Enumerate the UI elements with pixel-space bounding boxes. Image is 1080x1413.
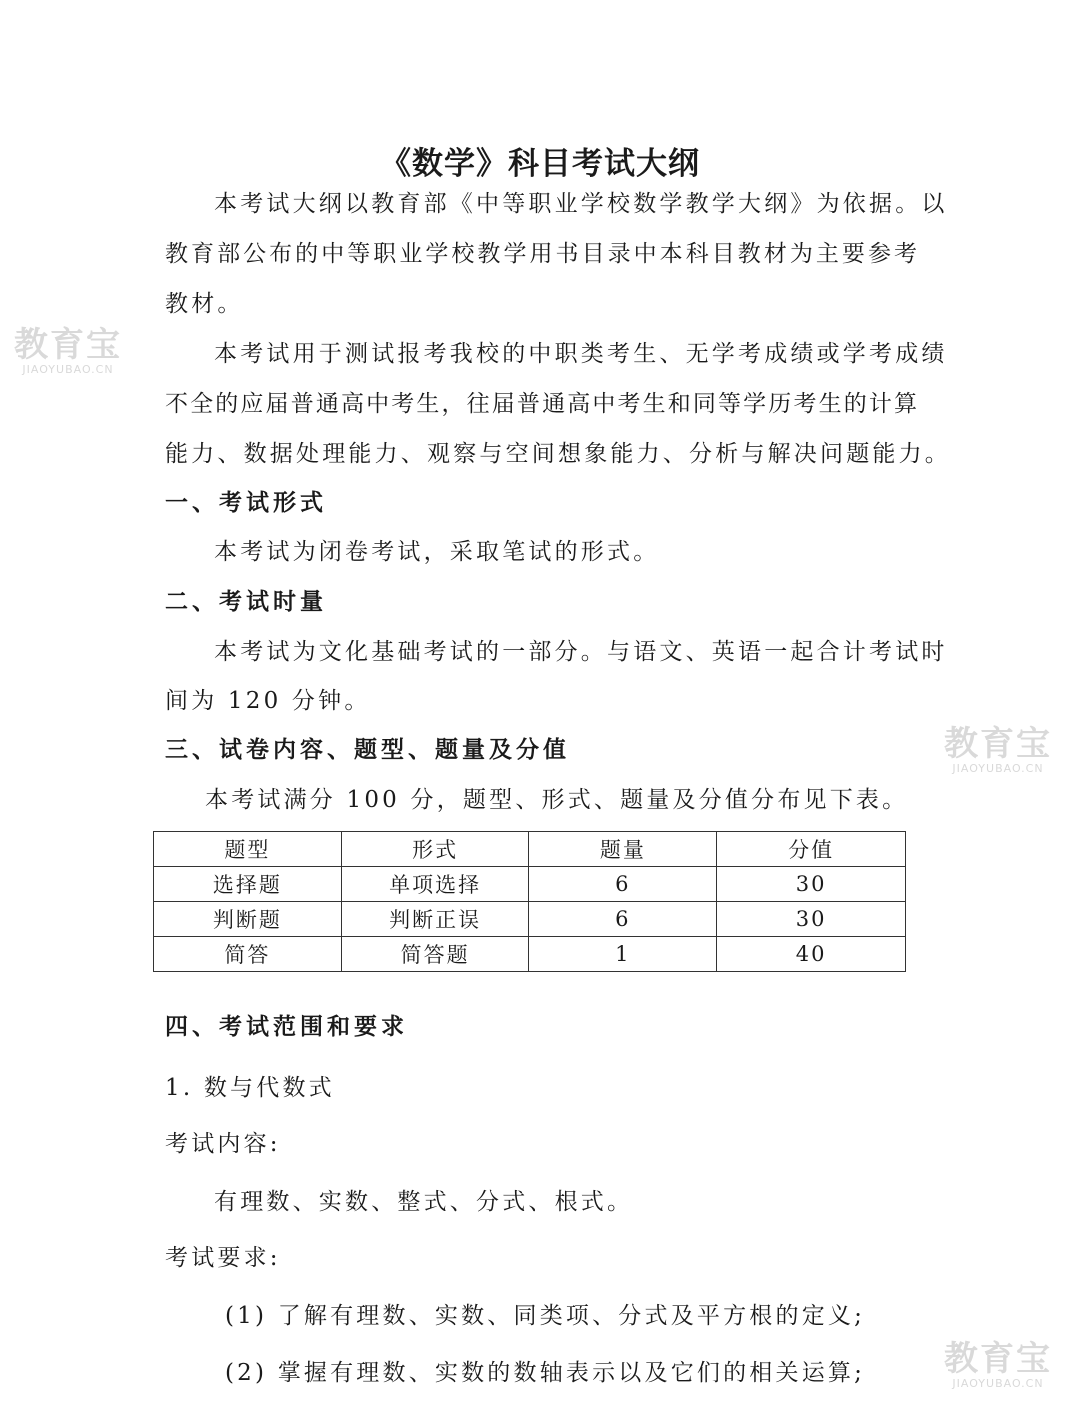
table-cell: 6 xyxy=(529,867,717,902)
section4-heading: 四、考试范围和要求 xyxy=(165,1013,408,1040)
section3-text: 本考试满分 100 分，题型、形式、题量及分值分布见下表。 xyxy=(205,787,909,813)
table-cell: 判断题 xyxy=(154,902,342,937)
section2-line2: 间为 120 分钟。 xyxy=(165,688,371,714)
watermark-url: JIAOYUBAO.CN xyxy=(952,762,1044,775)
table-row xyxy=(154,937,906,972)
table-header-cell: 题型 xyxy=(154,832,342,867)
watermark-name: 教育宝 xyxy=(944,1339,1052,1379)
table-header-cell: 分值 xyxy=(717,832,906,867)
table-row xyxy=(154,867,906,902)
section3-heading: 三、试卷内容、题型、题量及分值 xyxy=(165,736,570,763)
table-cell: 选择题 xyxy=(154,867,342,902)
table-cell: 40 xyxy=(717,937,906,972)
intro-p1-line1: 本考试大纲以教育部《中等职业学校数学教学大纲》为依据。以 xyxy=(214,191,948,217)
table-row xyxy=(154,902,906,937)
intro-p2-line1: 本考试用于测试报考我校的中职类考生、无学考成绩或学考成绩 xyxy=(214,341,948,367)
requirement-item-1: (1) 了解有理数、实数、同类项、分式及平方根的定义; xyxy=(225,1303,866,1329)
table-header-row xyxy=(154,832,906,867)
table-cell: 30 xyxy=(717,902,906,937)
watermark-name: 教育宝 xyxy=(14,325,122,365)
content-label: 考试内容: xyxy=(165,1131,281,1157)
intro-p1-line2: 教育部公布的中等职业学校教学用书目录中本科目教材为主要参考 xyxy=(165,241,917,267)
watermark-logo xyxy=(14,325,122,376)
table-cell: 简答 xyxy=(154,937,342,972)
intro-p1-line3: 教材。 xyxy=(165,291,244,317)
section1-text: 本考试为闭卷考试，采取笔试的形式。 xyxy=(214,539,660,565)
section2-line1: 本考试为文化基础考试的一部分。与语文、英语一起合计考试时 xyxy=(214,639,948,665)
table-header-cell: 形式 xyxy=(341,832,529,867)
table-cell: 简答题 xyxy=(341,937,529,972)
table-cell: 判断正误 xyxy=(341,902,529,937)
watermark-logo xyxy=(944,724,1052,775)
table-cell: 6 xyxy=(529,902,717,937)
intro-p2-line2: 不全的应届普通高中考生，往届普通高中考生和同等学历考生的计算 xyxy=(165,391,917,417)
section1-heading: 一、考试形式 xyxy=(165,489,327,516)
content-text: 有理数、实数、整式、分式、根式。 xyxy=(214,1189,634,1215)
table-header-cell: 题量 xyxy=(529,832,717,867)
score-table xyxy=(153,831,906,972)
section2-heading: 二、考试时量 xyxy=(165,588,327,615)
watermark-url: JIAOYUBAO.CN xyxy=(952,1377,1044,1390)
watermark-name: 教育宝 xyxy=(944,724,1052,764)
watermark-logo xyxy=(944,1339,1052,1390)
section4-sub1: 1. 数与代数式 xyxy=(165,1075,335,1101)
requirement-label: 考试要求: xyxy=(165,1245,281,1271)
intro-p2-line3: 能力、数据处理能力、观察与空间想象能力、分析与解决问题能力。 xyxy=(165,441,951,467)
document-title: 《数学》科目考试大纲 xyxy=(380,146,700,182)
table-cell: 1 xyxy=(529,937,717,972)
table-cell: 30 xyxy=(717,867,906,902)
watermark-url: JIAOYUBAO.CN xyxy=(22,363,114,376)
table-cell: 单项选择 xyxy=(341,867,529,902)
requirement-item-2: (2) 掌握有理数、实数的数轴表示以及它们的相关运算; xyxy=(225,1360,866,1386)
